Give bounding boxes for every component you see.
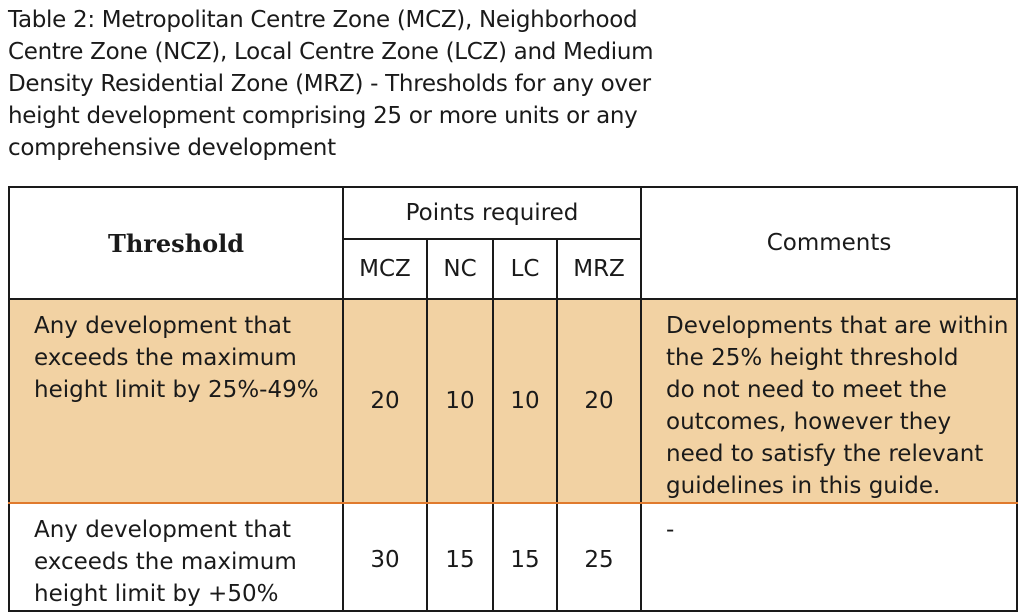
header-zone-mrz: MRZ [557, 239, 641, 299]
threshold-line: Any development that [34, 517, 291, 543]
points-nc: 15 [427, 503, 493, 611]
caption-line: comprehensive development [8, 135, 336, 161]
comment-line: outcomes, however they [666, 409, 952, 435]
threshold-line: exceeds the maximum [34, 345, 297, 371]
table-header-row [9, 187, 1017, 239]
table-row [9, 503, 1017, 611]
points-mrz: 20 [557, 299, 641, 503]
points-nc: 10 [427, 299, 493, 503]
comment-cell [641, 299, 1017, 503]
points-lc: 10 [493, 299, 557, 503]
table-caption [8, 4, 654, 164]
comment-cell [641, 503, 1017, 611]
thresholds-table [8, 186, 1018, 612]
threshold-line: exceeds the maximum [34, 549, 297, 575]
threshold-line: Any development that [34, 313, 291, 339]
threshold-cell [9, 299, 343, 503]
caption-line: Centre Zone (NCZ), Local Centre Zone (LCZ) and Medium [8, 39, 654, 65]
comment-line: Developments that are within [666, 313, 1009, 339]
header-comments: Comments [641, 187, 1017, 299]
header-zone-lc: LC [493, 239, 557, 299]
caption-line: Density Residential Zone (MRZ) - Thresholds for any over [8, 71, 651, 97]
header-zone-mcz: MCZ [343, 239, 427, 299]
points-mcz: 20 [343, 299, 427, 503]
header-threshold: Threshold [9, 187, 343, 299]
comment-line: - [666, 517, 675, 543]
threshold-line: height limit by +50% [34, 581, 279, 607]
points-mcz: 30 [343, 503, 427, 611]
comment-line: guidelines in this guide. [666, 473, 941, 499]
caption-line: height development comprising 25 or more units or any [8, 103, 638, 129]
points-mrz: 25 [557, 503, 641, 611]
comment-line: the 25% height threshold [666, 345, 959, 371]
points-lc: 15 [493, 503, 557, 611]
caption-line: Table 2: Metropolitan Centre Zone (MCZ), Neighborhood [8, 7, 638, 33]
header-zone-nc: NC [427, 239, 493, 299]
comment-line: need to satisfy the relevant [666, 441, 984, 467]
comment-line: do not need to meet the [666, 377, 947, 403]
header-points-required: Points required [343, 187, 641, 239]
threshold-cell [9, 503, 343, 611]
table-row [9, 299, 1017, 503]
threshold-line: height limit by 25%-49% [34, 377, 319, 403]
